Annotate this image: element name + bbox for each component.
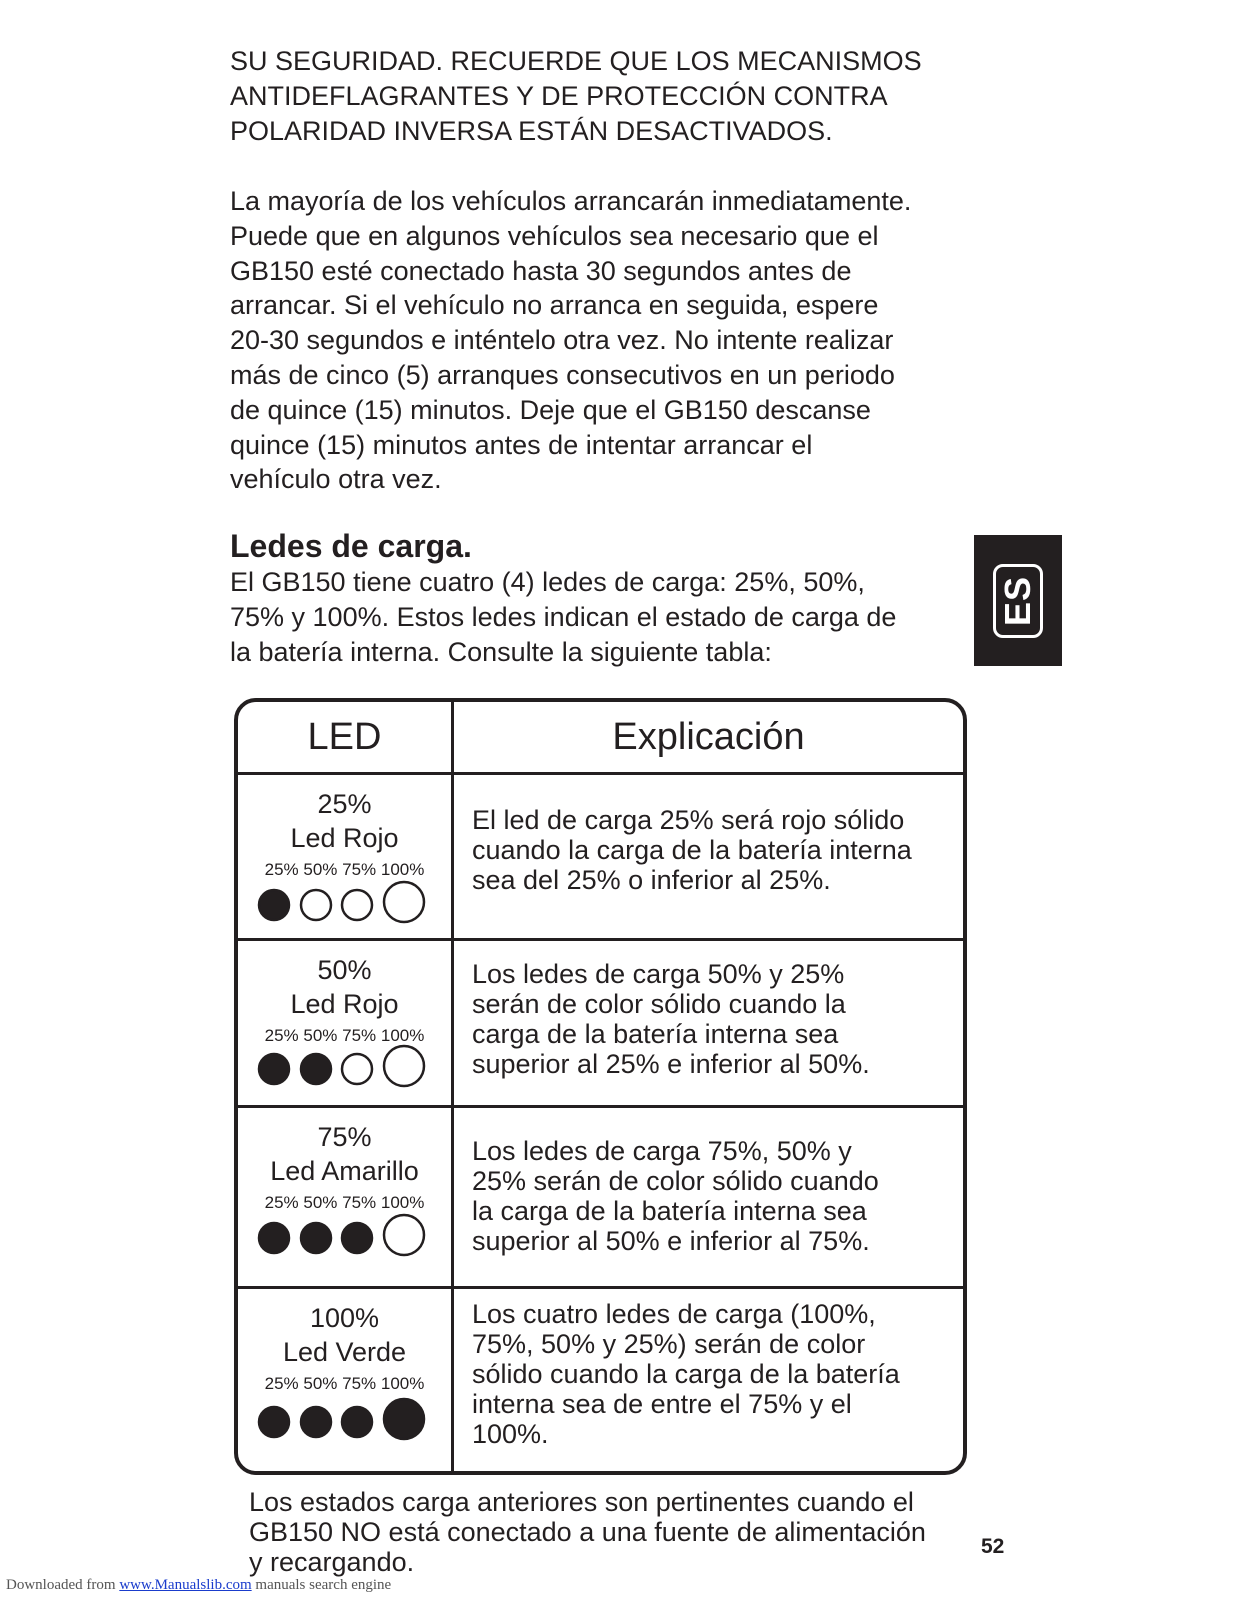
explanation-line: sea del 25% o inferior al 25%. <box>472 865 831 895</box>
explanation-line: Los cuatro ledes de carga (100%, <box>472 1299 876 1329</box>
section-line: 75% y 100%. Estos ledes indican el estado de carga de <box>230 601 897 632</box>
language-label: ES <box>997 575 1038 627</box>
led-75-indicator <box>342 1407 372 1437</box>
warning-line: SU SEGURIDAD. RECUERDE QUE LOS MECANISMOS <box>230 46 922 76</box>
intro-line: GB150 esté conectado hasta 30 segundos antes de <box>230 255 852 286</box>
table-row <box>238 1108 963 1289</box>
footnote-line: y recargando. <box>249 1547 415 1577</box>
explanation-cell <box>472 1136 963 1256</box>
led-scale-label: 25% 50% 75% 100% <box>264 1193 425 1212</box>
table-row <box>238 775 963 941</box>
watermark-suffix: manuals search engine <box>251 1577 392 1593</box>
led-percent: 100% <box>309 1303 380 1333</box>
table-row <box>238 941 963 1108</box>
explanation-line: superior al 25% e inferior al 50%. <box>472 1049 870 1079</box>
led-25-indicator <box>259 890 289 920</box>
led-percent: 50% <box>317 955 372 985</box>
led-indicator-group <box>238 1043 451 1095</box>
led-100-indicator <box>384 1215 424 1255</box>
warning-paragraph <box>230 44 950 148</box>
language-badge <box>993 564 1043 638</box>
intro-line: quince (15) minutos antes de intentar arrancar el <box>230 429 813 460</box>
led-25-indicator <box>259 1054 289 1084</box>
explanation-line: carga de la batería interna sea <box>472 1019 839 1049</box>
watermark <box>6 1577 391 1594</box>
footnote-line: Los estados carga anteriores son pertinentes cuando el <box>249 1487 914 1517</box>
footnote <box>249 1487 926 1577</box>
page-number: 52 <box>981 1535 1005 1558</box>
led-indicator-group <box>238 879 451 931</box>
led-scale-label: 25% 50% 75% 100% <box>264 860 425 879</box>
section-paragraph <box>230 565 950 669</box>
intro-line: arrancar. Si el vehículo no arranca en seguida, espere <box>230 290 879 321</box>
led-indicator-group <box>238 1396 451 1448</box>
warning-line: POLARIDAD INVERSA ESTÁN DESACTIVADOS. <box>230 115 833 146</box>
explanation-cell <box>472 1299 963 1449</box>
intro-line: Puede que en algunos vehículos sea necesario que el <box>230 220 879 251</box>
section-heading: Ledes de carga. <box>230 528 472 564</box>
intro-line: La mayoría de los vehículos arrancarán inmediatamente. <box>230 186 912 216</box>
led-100-indicator <box>384 1046 424 1086</box>
led-50-indicator <box>301 1054 331 1084</box>
intro-line: 20-30 segundos e inténtelo otra vez. No intente realizar <box>230 325 894 356</box>
watermark-link[interactable]: www.Manualslib.com <box>119 1577 252 1593</box>
led-25-indicator <box>259 1223 289 1253</box>
led-50-indicator <box>301 1407 331 1437</box>
table-row <box>238 1289 963 1475</box>
led-color-name: Led Rojo <box>290 989 399 1019</box>
led-table <box>234 698 967 1475</box>
warning-line: ANTIDEFLAGRANTES Y DE PROTECCIÓN CONTRA <box>230 80 888 111</box>
language-tab <box>974 535 1062 666</box>
intro-paragraph <box>230 184 950 497</box>
explanation-line: serán de color sólido cuando la <box>472 989 846 1019</box>
table-header-row <box>238 702 963 775</box>
led-75-indicator <box>342 1054 372 1084</box>
led-75-indicator <box>342 1223 372 1253</box>
led-25-indicator <box>259 1407 289 1437</box>
explanation-cell <box>472 805 963 895</box>
led-color-name: Led Verde <box>282 1337 407 1367</box>
section-line: El GB150 tiene cuatro (4) ledes de carga: 25%, 50%, <box>230 567 865 597</box>
explanation-line: Los ledes de carga 50% y 25% <box>472 959 845 989</box>
explanation-line: la carga de la batería interna sea <box>472 1196 867 1226</box>
led-indicator-group <box>238 1212 451 1264</box>
explanation-line: El led de carga 25% será rojo sólido <box>472 805 905 835</box>
intro-line: vehículo otra vez. <box>230 464 442 495</box>
section-line: la batería interna. Consulte la siguiente tabla: <box>230 636 772 667</box>
explanation-line: 75%, 50% y 25%) serán de color <box>472 1329 866 1359</box>
led-color-name: Led Rojo <box>290 823 399 853</box>
explanation-line: sólido cuando la carga de la batería <box>472 1359 900 1389</box>
led-percent: 25% <box>317 789 372 819</box>
explanation-line: superior al 50% e inferior al 75%. <box>472 1226 870 1256</box>
header-led: LED <box>307 715 382 758</box>
explanation-line: 100%. <box>472 1419 549 1449</box>
led-color-name: Led Amarillo <box>270 1156 419 1186</box>
led-50-indicator <box>301 890 331 920</box>
explanation-line: interna sea de entre el 75% y el <box>472 1389 852 1419</box>
intro-line: de quince (15) minutos. Deje que el GB150 descanse <box>230 394 871 425</box>
header-explanation: Explicación <box>612 715 805 758</box>
explanation-line: Los ledes de carga 75%, 50% y <box>472 1136 852 1166</box>
intro-line: más de cinco (5) arranques consecutivos en un periodo <box>230 359 895 390</box>
led-scale-label: 25% 50% 75% 100% <box>264 1374 425 1393</box>
explanation-line: 25% serán de color sólido cuando <box>472 1166 879 1196</box>
footnote-line: GB150 NO está conectado a una fuente de alimentación <box>249 1517 926 1547</box>
led-75-indicator <box>342 890 372 920</box>
led-50-indicator <box>301 1223 331 1253</box>
watermark-prefix: Downloaded from <box>6 1577 120 1593</box>
led-percent: 75% <box>317 1122 372 1152</box>
explanation-cell <box>472 959 963 1079</box>
led-100-indicator <box>384 1399 424 1439</box>
led-scale-label: 25% 50% 75% 100% <box>264 1026 425 1045</box>
explanation-line: cuando la carga de la batería interna <box>472 835 912 865</box>
led-100-indicator <box>384 882 424 922</box>
